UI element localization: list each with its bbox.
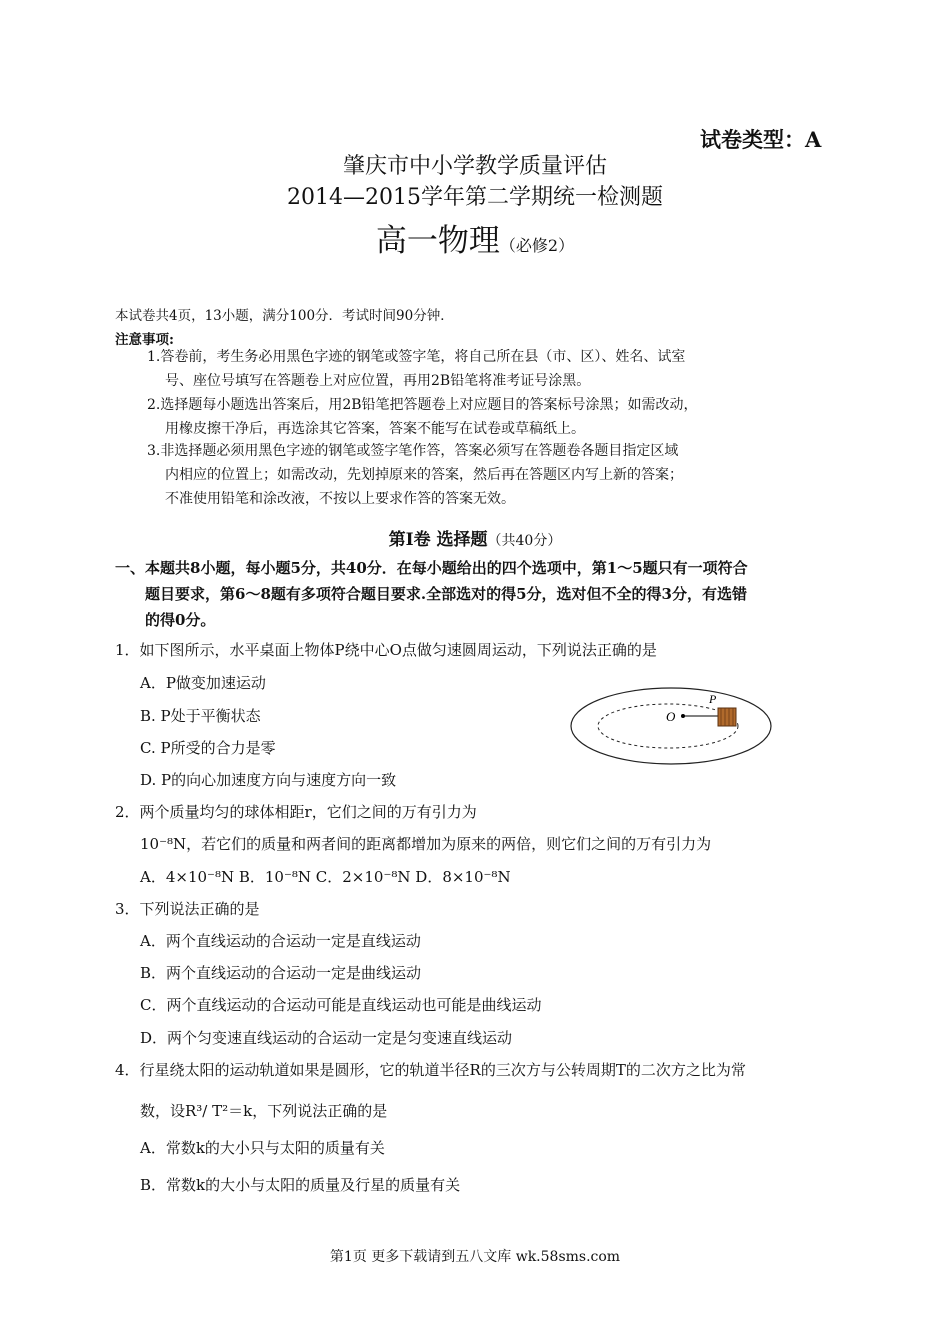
note-line: 1.答卷前，考生务必用黑色字迹的钢笔或签字笔，将自己所在县（市、区）、姓名、试室 bbox=[147, 349, 686, 365]
circular-motion-figure bbox=[568, 684, 778, 768]
q2-stem-cont: 10⁻⁸N，若它们的质量和两者间的距离都增加为原来的两倍，则它们之间的万有引力为 bbox=[140, 835, 712, 853]
note-line: 3.非选择题必须用黑色字迹的钢笔或签字笔作答，答案必须写在答题卷各题目指定区域 bbox=[147, 443, 679, 459]
note-line: 内相应的位置上；如需改动，先划掉原来的答案，然后再在答题区内写上新的答案； bbox=[165, 467, 683, 483]
paper-type-label: 试卷类型：A bbox=[700, 127, 822, 152]
q4-stem: 4．行星绕太阳的运动轨道如果是圆形，它的轨道半径R的三次方与公转周期T的二次方之比为常 bbox=[115, 1061, 746, 1079]
q1-option-a: A．P做变加速运动 bbox=[140, 674, 266, 692]
subject-note: （必修2） bbox=[499, 236, 575, 255]
q1-option-d: D. P的向心加速度方向与速度方向一致 bbox=[140, 771, 397, 789]
exam-title-line2: 2014—2015学年第二学期统一检测题 bbox=[287, 185, 663, 210]
q4-stem-cont: 数，设R³/ T²＝k，下列说法正确的是 bbox=[140, 1102, 388, 1120]
instr-line: 题目要求，第6～8题有多项符合题目要求.全部选对的得5分，选对但不全的得3分，有选错 bbox=[145, 585, 747, 603]
q1-option-b: B. P处于平衡状态 bbox=[140, 707, 261, 725]
instr-line: 的得0分。 bbox=[145, 611, 216, 629]
notes-title: 注意事项: bbox=[115, 332, 174, 348]
section-instructions bbox=[115, 555, 748, 633]
section-name: 第Ⅰ卷 选择题 bbox=[388, 530, 488, 550]
q4-option-b: B．常数k的大小与太阳的质量及行星的质量有关 bbox=[140, 1176, 461, 1194]
q2-stem: 2．两个质量均匀的球体相距r，它们之间的万有引力为 bbox=[115, 803, 477, 821]
q3-option-d: D．两个匀变速直线运动的合运动一定是匀变速直线运动 bbox=[140, 1029, 513, 1047]
section-title bbox=[0, 525, 950, 550]
section-points: （共40分） bbox=[487, 533, 562, 549]
q1-stem: 1．如下图所示，水平桌面上物体P绕中心O点做匀速圆周运动，下列说法正确的是 bbox=[115, 641, 657, 659]
note-line: 用橡皮擦干净后，再选涂其它答案，答案不能写在试卷或草稿纸上。 bbox=[165, 421, 585, 437]
page-footer: 第1页 更多下载请到五八文库 wk.58sms.com bbox=[329, 1249, 621, 1265]
q4-option-a: A．常数k的大小只与太阳的质量有关 bbox=[140, 1139, 385, 1157]
q1-option-c: C. P所受的合力是零 bbox=[140, 739, 276, 757]
intro-text: 本试卷共4页，13小题，满分100分．考试时间90分钟． bbox=[115, 308, 454, 324]
note-line: 2.选择题每小题选出答案后，用2B铅笔把答题卷上对应题目的答案标号涂黑；如需改动， bbox=[147, 397, 698, 413]
label-p: P bbox=[709, 692, 717, 706]
q2-options: A．4×10⁻⁸N B．10⁻⁸N C．2×10⁻⁸N D．8×10⁻⁸N bbox=[140, 868, 511, 886]
table-outline bbox=[571, 688, 771, 764]
exam-title-line1: 肇庆市中小学教学质量评估 bbox=[342, 154, 607, 179]
subject-name: 高一物理 bbox=[375, 223, 500, 259]
label-o: O bbox=[666, 709, 676, 724]
instr-line: 一、本题共8小题，每小题5分，共40分．在每小题给出的四个选项中，第1～5题只有一项符合 bbox=[115, 559, 748, 577]
q3-option-c: C．两个直线运动的合运动可能是直线运动也可能是曲线运动 bbox=[140, 996, 542, 1014]
q3-stem: 3．下列说法正确的是 bbox=[115, 900, 260, 918]
q3-option-b: B．两个直线运动的合运动一定是曲线运动 bbox=[140, 964, 422, 982]
note-line: 号、座位号填写在答题卷上对应位置，再用2B铅笔将准考证号涂黑。 bbox=[165, 373, 591, 389]
subject-title bbox=[0, 215, 950, 260]
q3-option-a: A．两个直线运动的合运动一定是直线运动 bbox=[140, 932, 421, 950]
note-line: 不准使用铅笔和涂改液，不按以上要求作答的答案无效。 bbox=[165, 491, 515, 507]
